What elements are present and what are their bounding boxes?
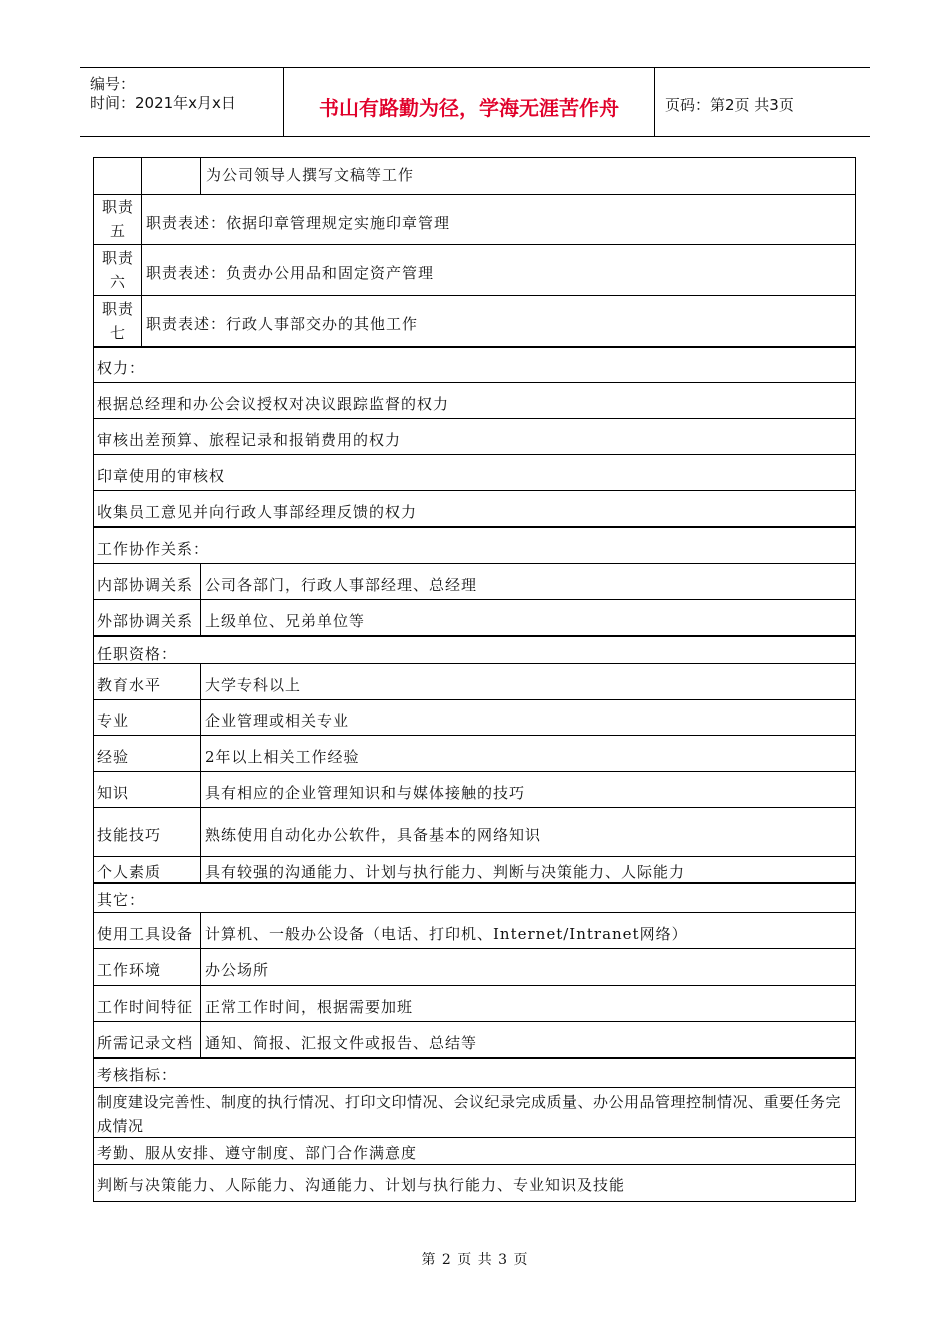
row-divider (93, 807, 856, 808)
other-value: 计算机、一般办公设备（电话、打印机、Internet/Intranet网络） (205, 925, 688, 943)
qualification-label: 个人素质 (97, 863, 162, 881)
col-divider (200, 912, 201, 1057)
row-divider (93, 1021, 856, 1022)
section-divider (93, 635, 856, 637)
row-divider (93, 985, 856, 986)
col-divider (200, 157, 201, 194)
section-divider (93, 346, 856, 348)
relation-value: 公司各部门，行政人事部经理、总经理 (205, 576, 478, 594)
qualification-value: 具有相应的企业管理知识和与媒体接触的技巧 (205, 784, 526, 802)
header-meta (80, 68, 283, 136)
page-header (80, 67, 870, 137)
qualification-label: 专业 (97, 712, 130, 730)
row-divider (93, 1164, 856, 1165)
qualification-value: 企业管理或相关专业 (205, 712, 350, 730)
qualification-label: 教育水平 (97, 676, 162, 694)
other-value: 正常工作时间，根据需要加班 (205, 998, 414, 1016)
qualification-value: 具有较强的沟通能力、计划与执行能力、判断与决策能力、人际能力 (205, 863, 686, 881)
row-divider (93, 295, 856, 296)
duty-description: 职责表述：行政人事部交办的其他工作 (146, 315, 419, 333)
header-motto: 书山有路勤为径，学海无涯苦作舟 (319, 96, 619, 120)
relation-value: 上级单位、兄弟单位等 (205, 612, 366, 630)
qualification-label: 知识 (97, 784, 130, 802)
other-value: 通知、简报、汇报文件或报告、总结等 (205, 1034, 478, 1052)
row-divider (93, 663, 856, 664)
other-value: 办公场所 (205, 961, 270, 979)
row-divider (93, 418, 856, 419)
power-item: 印章使用的审核权 (97, 467, 226, 485)
qualification-label: 技能技巧 (97, 826, 162, 844)
other-label: 使用工具设备 (97, 925, 194, 943)
assessment-item: 制度建设完善性、制度的执行情况、打印文印情况、会议纪录完成质量、办公用品管理控制情况、重要任务完成情况 (97, 1093, 842, 1135)
row-divider (93, 244, 856, 245)
assessment-item: 考勤、服从安排、遵守制度、部门合作满意度 (97, 1144, 418, 1162)
duty-label: 职责五 (101, 198, 134, 240)
assessment-title: 考核指标： (97, 1066, 178, 1084)
row-divider (93, 912, 856, 913)
col-divider (200, 563, 201, 635)
header-page-number: 页码：第2页 共3页 (665, 96, 794, 114)
duty-continued-text: 为公司领导人撰写文稿等工作 (206, 166, 415, 184)
duty-description: 职责表述：依据印章管理规定实施印章管理 (146, 214, 451, 232)
qualification-label: 经验 (97, 748, 130, 766)
row-divider (93, 382, 856, 383)
row-divider (93, 948, 856, 949)
header-motto-cell (283, 68, 655, 136)
duty-label: 职责七 (101, 300, 134, 342)
qualification-value: 2年以上相关工作经验 (205, 748, 360, 766)
row-divider (93, 699, 856, 700)
qualifications-title: 任职资格： (97, 645, 178, 663)
qualification-value: 熟练使用自动化办公软件，具备基本的网络知识 (205, 826, 542, 844)
powers-title: 权力： (97, 359, 146, 377)
row-divider (93, 1087, 856, 1088)
row-divider (93, 194, 856, 195)
row-divider (93, 856, 856, 857)
section-divider (93, 526, 856, 528)
row-divider (93, 771, 856, 772)
section-divider (93, 882, 856, 884)
row-divider (93, 735, 856, 736)
assessment-item: 判断与决策能力、人际能力、沟通能力、计划与执行能力、专业知识及技能 (97, 1176, 626, 1194)
relations-title: 工作协作关系： (97, 540, 210, 558)
page-footer: 第 2 页 共 3 页 (421, 1252, 529, 1268)
section-divider (93, 1057, 856, 1059)
doc-time-label: 时间：2021年x月x日 (90, 94, 236, 112)
power-item: 审核出差预算、旅程记录和报销费用的权力 (97, 431, 402, 449)
row-divider (93, 490, 856, 491)
power-item: 根据总经理和办公会议授权对决议跟踪监督的权力 (97, 395, 450, 413)
duty-description: 职责表述：负责办公用品和固定资产管理 (146, 264, 435, 282)
row-divider (93, 454, 856, 455)
relation-label: 外部协调关系 (97, 612, 194, 630)
row-divider (93, 563, 856, 564)
relation-label: 内部协调关系 (97, 576, 194, 594)
col-divider (200, 663, 201, 882)
row-divider (93, 599, 856, 600)
other-label: 工作环境 (97, 961, 162, 979)
other-label: 所需记录文档 (97, 1034, 194, 1052)
power-item: 收集员工意见并向行政人事部经理反馈的权力 (97, 503, 418, 521)
col-divider (141, 157, 142, 346)
duty-label: 职责六 (101, 249, 134, 291)
doc-number-label: 编号： (90, 75, 136, 93)
header-page-cell (655, 68, 870, 136)
others-title: 其它： (97, 891, 146, 909)
other-label: 工作时间特征 (97, 998, 194, 1016)
qualification-value: 大学专科以上 (205, 676, 302, 694)
